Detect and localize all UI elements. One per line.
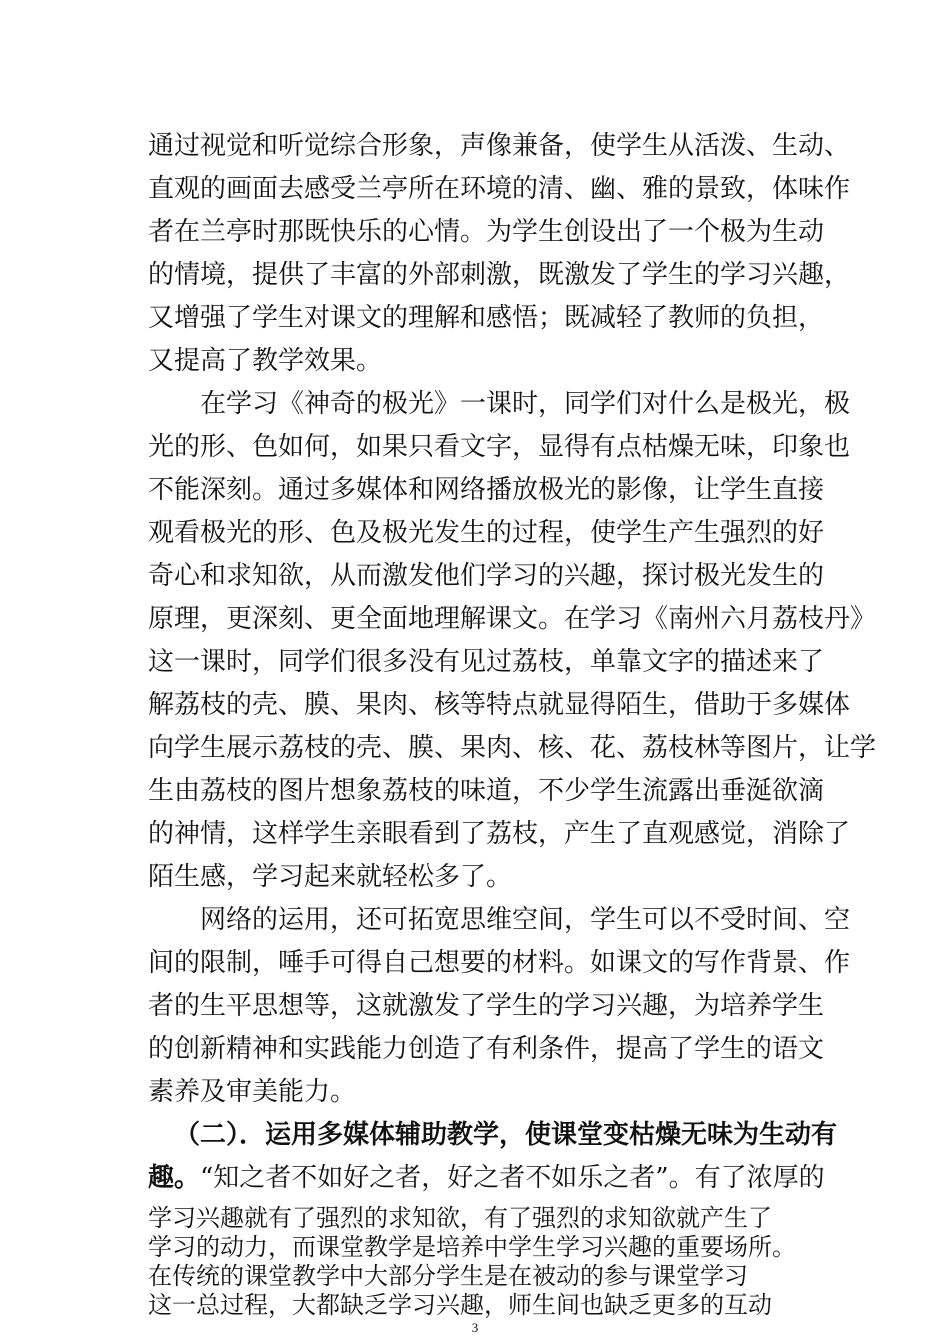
text-line: 在学习《神奇的极光》一课时，同学们对什么是极光，极 [200,389,851,419]
text-line: 奇心和求知欲，从而激发他们学习的兴趣，探讨极光发生的 [148,561,825,591]
text-line: 者的生平思想等，这就激发了学生的学习兴趣，为培养学生 [148,991,825,1021]
text-line: 陌生感，学习起来就轻松多了。 [148,862,513,892]
text-line: 直观的画面去感受兰亭所在环境的清、幽、雅的景致，体味作 [148,174,851,204]
text-line: 这一课时，同学们很多没有见过荔枝，单靠文字的描述来了 [148,647,825,677]
page-number: 3 [471,1320,479,1335]
text-line: 观看极光的形、色及极光发生的过程，使学生产生强烈的好 [148,518,825,548]
text-line: 在传统的课堂教学中大部分学生是在被动的参与课堂学习 [148,1262,748,1290]
text-line: 的神情，这样学生亲眼看到了荔枝，产生了直观感觉，消除了 [148,819,851,849]
text-line: 生由荔枝的图片想象荔枝的味道，不少学生流露出垂涎欲滴 [148,776,825,806]
text-line: 这一总过程，大都缺乏学习兴趣，师生间也缺乏更多的互动 [148,1291,772,1319]
text-line: 的情境，提供了丰富的外部刺激，既激发了学生的学习兴趣， [148,260,851,290]
text-line: 素养及审美能力。 [148,1077,357,1107]
text-line: 又提高了教学效果。 [148,346,383,376]
section-heading: （二）．运用多媒体辅助教学，使课堂变枯燥无味为生动有 [174,1120,838,1150]
text-line: 解荔枝的壳、膜、果肉、核等特点就显得陌生，借助于多媒体 [148,690,851,720]
text-line: 通过视觉和听觉综合形象，声像兼备，使学生从活泼、生动、 [148,131,851,161]
text-line: 不能深刻。通过多媒体和网络播放极光的影像，让学生直接 [148,475,825,505]
text-line: 者在兰亭时那既快乐的心情。为学生创设出了一个极为生动 [148,217,825,247]
text-line: 向学生展示荔枝的壳、膜、果肉、核、花、荔枝林等图片，让学 [148,733,877,763]
text-line: 网络的运用，还可拓宽思维空间，学生可以不受时间、空 [200,905,851,935]
text-line [148,1160,825,1196]
text-line: 间的限制，唾手可得自己想要的材料。如课文的写作背景、作 [148,948,851,978]
quote-text: “知之者不如好之者，好之者不如乐之者”。有了浓厚的 [200,1163,825,1193]
section-heading-end: 趣。 [148,1163,201,1193]
text-line: 原理，更深刻、更全面地理解课文。在学习《南州六月荔枝丹》 [148,604,877,634]
text-line: 学习兴趣就有了强烈的求知欲，有了强烈的求知欲就产生了 [148,1204,772,1232]
text-line: 又增强了学生对课文的理解和感悟；既减轻了教师的负担， [148,303,825,333]
text-line: 的创新精神和实践能力创造了有利条件，提高了学生的语文 [148,1034,825,1064]
text-line: 光的形、色如何，如果只看文字，显得有点枯燥无味，印象也 [148,432,851,462]
text-line: 学习的动力，而课堂教学是培养中学生学习兴趣的重要场所。 [148,1233,796,1261]
